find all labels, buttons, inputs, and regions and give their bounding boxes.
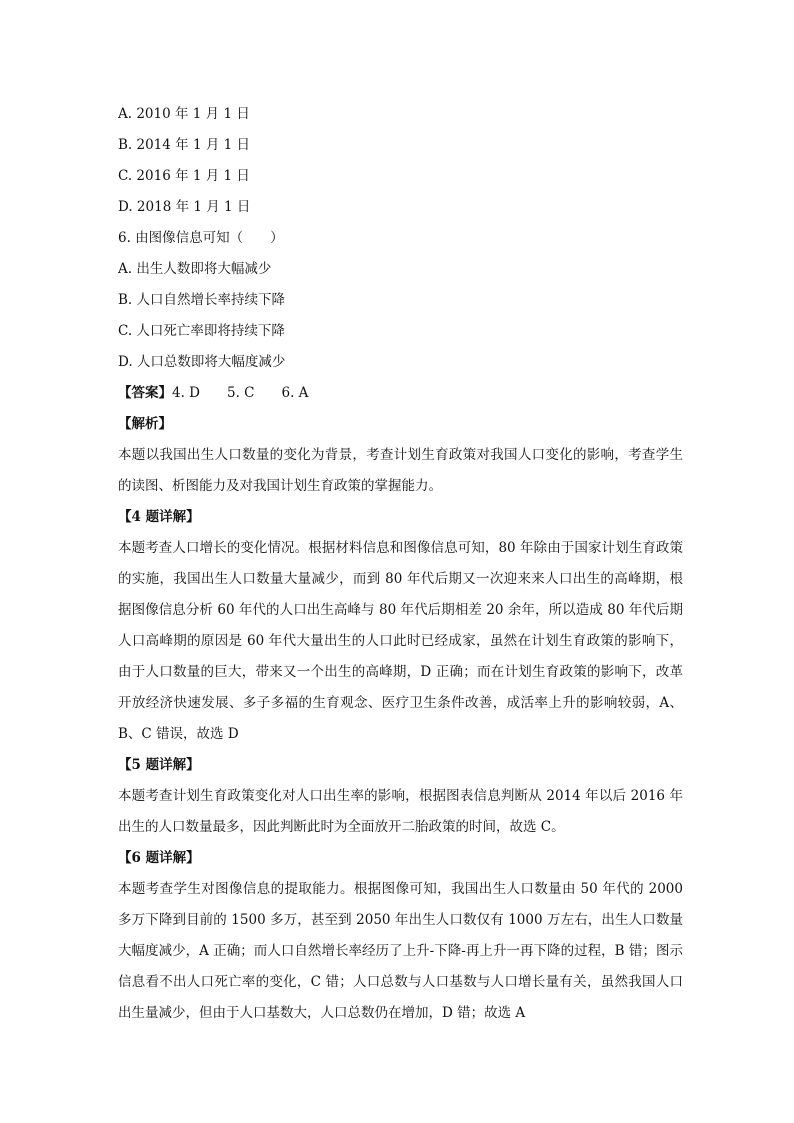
question6-option-c: C. 人口死亡率即将持续下降 (118, 323, 285, 339)
analysis-heading: 【解析】 (118, 416, 172, 432)
option-d: D. 2018 年 1 月 1 日 (118, 199, 251, 215)
question6-option-d: D. 人口总数即将大幅度减少 (118, 354, 286, 370)
option-a: A. 2010 年 1 月 1 日 (118, 106, 250, 122)
option-b: B. 2014 年 1 月 1 日 (118, 137, 250, 153)
detail6-text: 本题考查学生对图像信息的提取能力。根据图像可知，我国出生人口数量由 50 年代的 2000 多万下降到目前的 1500 多万，甚至到 2050 年出生人口数仅有 1000 万左右，出生人口数量大幅度减少，A 正确；而人口自然增长率经历了上升-下降-再上升一再下降的过程，B 错；图示信息看不出人口死亡率的变化，C 错；人口总数与人口基数与人口增长量有关，虽然我国人口出生量减少，但由于人口基数大，人口总数仍在增加，D 错；故选 A (118, 881, 683, 1021)
question6-stem: 6. 由图像信息可知（ ） (118, 230, 284, 246)
detail5-text: 本题考查计划生育政策变化对人口出生率的影响，根据图表信息判断从 2014 年以后 2016 年出生的人口数量最多，因此判断此时为全面放开二胎政策的时间，故选 C。 (118, 788, 683, 835)
detail6-heading: 【6 题详解】 (118, 850, 200, 866)
detail4-heading: 【4 题详解】 (118, 509, 200, 525)
question5-options (118, 99, 683, 223)
question6-option-b: B. 人口自然增长率持续下降 (118, 292, 286, 308)
question6 (118, 223, 683, 378)
document-page (118, 99, 683, 1029)
question6-option-a: A. 出生人数即将大幅减少 (118, 261, 272, 277)
detail4-text: 本题考查人口增长的变化情况。根据材料信息和图像信息可知，80 年除由于国家计划生育政策的实施，我国出生人口数量大量减少，而到 80 年代后期又一次迎来来人口出生的高峰期，根据图像信息分析 60 年代的人口出生高峰与 80 年代后期相差 20 余年，所以造成 80 年代后期人口高峰期的原因是 60 年代大量出生的人口此时已经成家，虽然在计划生育政策的影响下，由于人口数量的巨大，带来又一个出生的高峰期，D 正确；而在计划生育政策的影响下，改革开放经济快速发展、多子多福的生育观念、医疗卫生条件改善，成活率上升的影响较弱，A、B、C 错误，故选 D (118, 540, 683, 742)
answer-label: 【答案】 (118, 385, 172, 401)
answer-text: 4. D 5. C 6. A (172, 385, 309, 401)
detail5-heading: 【5 题详解】 (118, 757, 200, 773)
analysis-text: 本题以我国出生人口数量的变化为背景，考查计划生育政策对我国人口变化的影响，考查学生的读图、析图能力及对我国计划生育政策的掌握能力。 (118, 447, 683, 494)
answer-line (118, 378, 683, 409)
option-c: C. 2016 年 1 月 1 日 (118, 168, 250, 184)
